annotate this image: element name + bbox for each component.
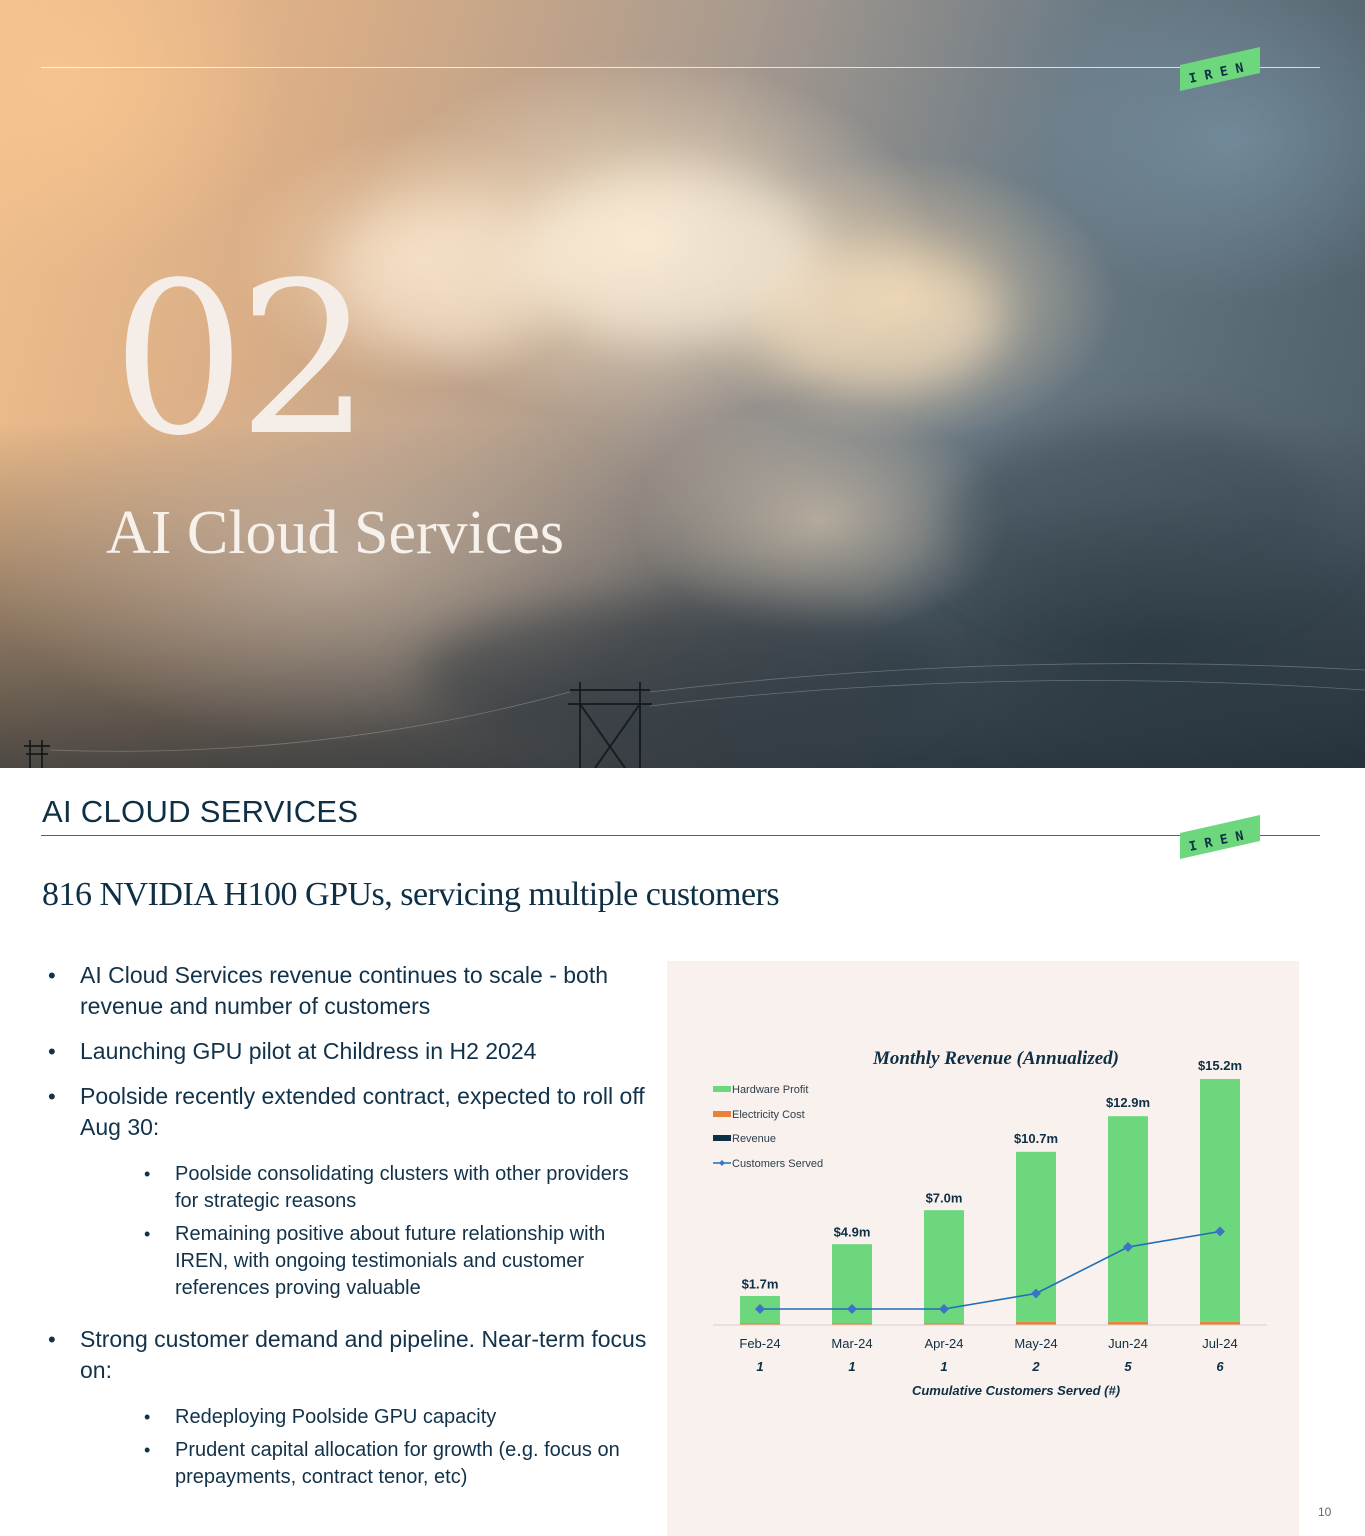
legend-label: Electricity Cost [732,1109,805,1121]
bullet-dot: • [48,1084,56,1109]
sub-bullet-item [80,1161,654,1215]
legend-swatch [713,1111,731,1117]
bullet-dot: • [48,1327,56,1352]
customers-count-label: 1 [940,1359,948,1374]
bar-hardware-profit [1108,1116,1148,1322]
x-tick-label: Feb-24 [739,1336,781,1351]
sub-bullet-text: Poolside consolidating clusters with other providers for strategic reasons [175,1163,629,1212]
bullet-text: Launching GPU pilot at Childress in H2 2024 [80,1038,537,1064]
sub-bullet-item [80,1404,654,1431]
sub-bullet-text: Remaining positive about future relationship with IREN, with ongoing testimonials and customer references proving valuable [175,1223,606,1299]
bullet-dot: • [48,1039,56,1064]
cloud-highlight [760,250,1000,390]
sub-bullet-text: Prudent capital allocation for growth (e.g. focus on prepayments, contract tenor, etc) [175,1439,620,1488]
x-tick-label: Jun-24 [1108,1336,1148,1351]
bar-value-label: $1.7m [741,1276,779,1292]
iren-logo [1180,815,1260,859]
legend-marker [719,1160,725,1166]
bullet-dot: • [48,963,56,988]
x-tick-label: May-24 [1014,1336,1058,1351]
power-lines [0,660,1365,768]
customers-count-label: 5 [1124,1359,1132,1374]
bullet-dot: • [144,1440,151,1460]
content-slide [0,768,1365,1536]
cover-divider [41,67,1320,68]
customers-count-label: 1 [756,1359,764,1374]
cover-title: AI Cloud Services [106,499,565,567]
page-number: 10 [1318,1505,1332,1519]
customers-line-group [755,1224,1225,1315]
bullet-item [42,1036,654,1067]
section-number: 02 [112,237,364,482]
x-tick-label: Apr-24 [924,1336,964,1351]
bar-value-label: $12.9m [1105,1095,1151,1111]
revenue-chart [667,961,1299,1536]
x-tick-label: Mar-24 [831,1336,873,1351]
bullet-text: Strong customer demand and pipeline. Near-term focus on: [80,1326,647,1383]
bullet-dot: • [144,1224,151,1244]
bullet-item [42,1324,654,1491]
bar-value-label: $7.0m [925,1190,963,1206]
chart-title: Monthly Revenue (Annualized) [873,1048,1119,1069]
legend-label: Customers Served [732,1158,824,1170]
sub-bullet-item [80,1437,654,1491]
bullet-text: AI Cloud Services revenue continues to scale - both revenue and number of customers [80,962,609,1019]
bar-value-label: $15.2m [1197,1057,1243,1073]
bullet-text: Poolside recently extended contract, expected to roll off Aug 30: [80,1083,645,1140]
bar-value-label: $10.7m [1013,1130,1059,1146]
slide-subtitle: 816 NVIDIA H100 GPUs, servicing multiple customers [42,876,780,913]
legend-label: Revenue [732,1133,777,1145]
bullet-dot: • [144,1407,151,1427]
iren-logo [1180,47,1260,91]
customers-count-label: 2 [1032,1359,1040,1374]
bar-value-label: $4.9m [833,1224,871,1240]
bullet-list [42,960,654,1505]
bullet-item [42,960,654,1022]
logo-letter: IREN [1187,59,1253,87]
bar-hardware-profit [1200,1079,1240,1322]
x-tick-label: Jul-24 [1202,1336,1238,1351]
sub-bullet-text: Redeploying Poolside GPU capacity [175,1406,497,1428]
bar-group [740,1079,1240,1325]
bullet-item [42,1081,654,1302]
customers-axis-label: Cumulative Customers Served (#) [911,1383,1121,1398]
legend-swatch [713,1135,731,1141]
label-group [739,1058,1242,1374]
legend-label: Hardware Profit [732,1084,809,1096]
section-title: AI CLOUD SERVICES [42,794,359,829]
cloud-shadow [950,420,1330,620]
header-divider [41,835,1320,836]
bullet-dot: • [144,1164,151,1184]
chart-panel [667,961,1299,1536]
chart-legend [713,1084,823,1170]
legend-swatch [713,1086,731,1092]
customers-count-label: 1 [848,1359,856,1374]
customers-count-label: 6 [1216,1359,1224,1374]
sub-bullet-item [80,1221,654,1302]
logo-letter: IREN [1187,827,1253,855]
customers-line [760,1232,1220,1310]
